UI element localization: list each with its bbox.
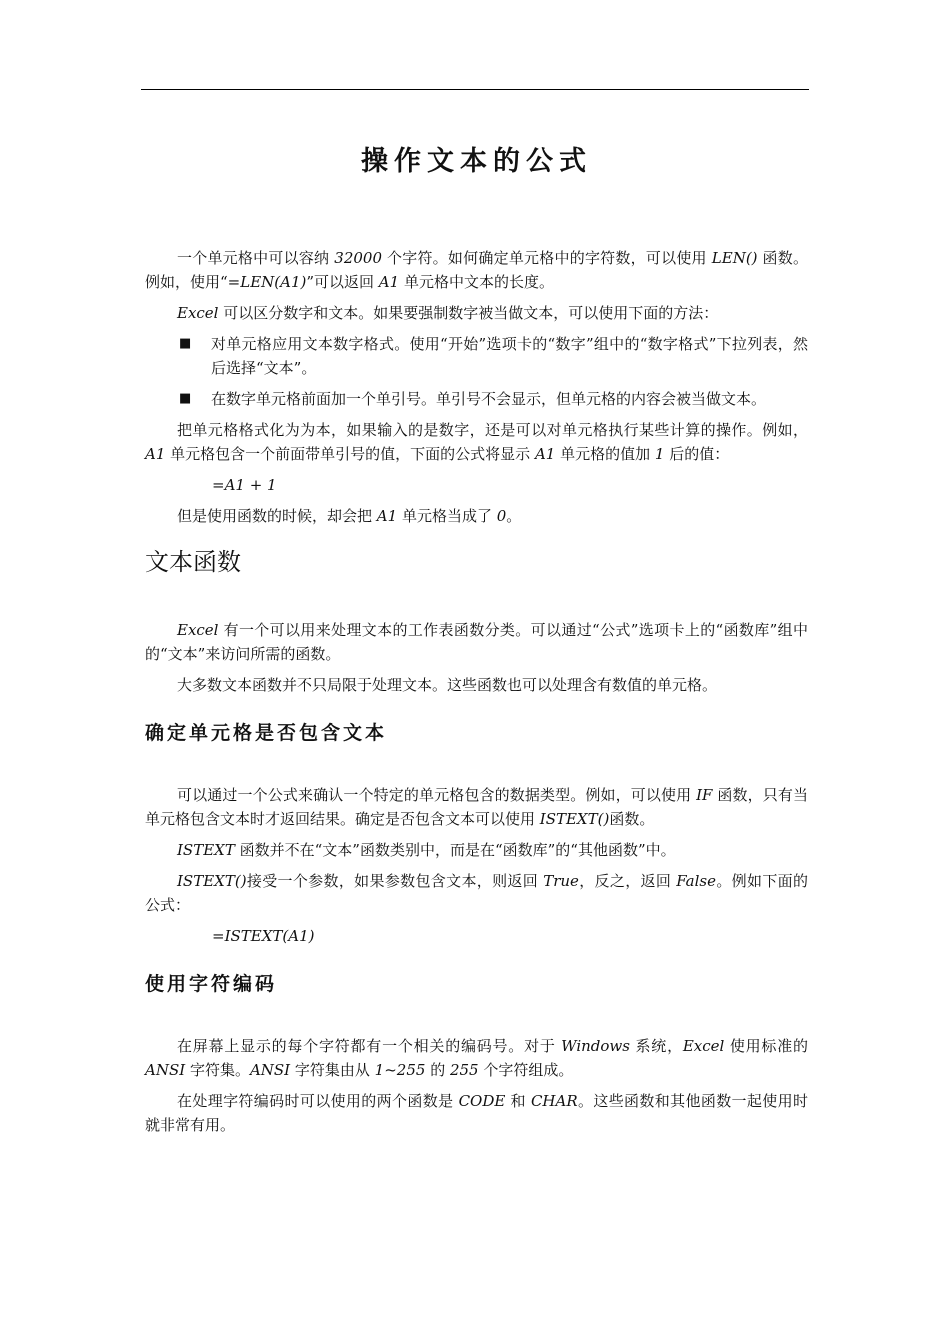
document-body — [145, 140, 808, 1144]
istext-paragraph-2: ISTEXT 函数并不在“文本”函数类别中，而是在“函数库”的“其他函数”中。 — [177, 841, 676, 859]
char-codes-paragraph-2: 在处理字符编码时可以使用的两个函数是 CODE 和 CHAR。这些函数和其他函数一起使用时就非常有用。 — [145, 1092, 808, 1134]
section-heading-text-functions: 文本函数 — [145, 548, 241, 576]
formula-example: =A1 + 1 — [212, 476, 277, 494]
section-heading-istext: 确定单元格是否包含文本 — [145, 722, 388, 744]
list-item: ■ 在数字单元格前面加一个单引号。单引号不会显示，但单元格的内容会被当做文本。 — [145, 387, 808, 411]
list-item: ■ 对单元格应用文本数字格式。使用“开始”选项卡的“数字”组中的“数字格式”下拉列表，然后选择“文本”。 — [145, 332, 808, 380]
char-codes-paragraph-1: 在屏幕上显示的每个字符都有一个相关的编码号。对于 Windows 系统，Excel 使用标准的 ANSI 字符集。ANSI 字符集由从 1~255 的 255 个字符组成。 — [145, 1037, 808, 1079]
istext-paragraph-1: 可以通过一个公式来确认一个特定的单元格包含的数据类型。例如，可以使用 IF 函数，只有当单元格包含文本时才返回结果。确定是否包含文本可以使用 ISTEXT()函数。 — [145, 786, 808, 828]
intro-paragraph-4: 但是使用函数的时候，却会把 A1 单元格当成了 0。 — [177, 507, 522, 525]
header-rule — [141, 89, 809, 90]
intro-paragraph-2: Excel 可以区分数字和文本。如果要强制数字被当做文本，可以使用下面的方法： — [177, 304, 719, 322]
intro-paragraph-3: 把单元格格式化为为本，如果输入的是数字，还是可以对单元格执行某些计算的操作。例如，A1 单元格包含一个前面带单引号的值，下面的公式将显示 A1 单元格的值加 1 后的值： — [145, 421, 808, 463]
page-title: 操作文本的公式 — [361, 146, 592, 177]
bullet-square-icon: ■ — [179, 336, 192, 351]
text-functions-paragraph-2: 大多数文本函数并不只局限于处理文本。这些函数也可以处理含有数值的单元格。 — [177, 676, 718, 694]
istext-paragraph-3: ISTEXT()接受一个参数，如果参数包含文本，则返回 True，反之，返回 False。例如下面的公式： — [145, 872, 808, 914]
text-functions-paragraph-1: Excel 有一个可以用来处理文本的工作表函数分类。可以通过“公式”选项卡上的“函数库”组中的“文本”来访问所需的函数。 — [145, 621, 808, 663]
formula-example: =ISTEXT(A1) — [212, 927, 315, 945]
section-heading-char-codes: 使用字符编码 — [145, 973, 278, 995]
intro-paragraph-1: 一个单元格中可以容纳 32000 个字符。如何确定单元格中的字符数，可以使用 LEN() 函数。例如，使用“=LEN(A1)”可以返回 A1 单元格中文本的长度。 — [145, 249, 808, 291]
bullet-square-icon: ■ — [179, 391, 192, 406]
